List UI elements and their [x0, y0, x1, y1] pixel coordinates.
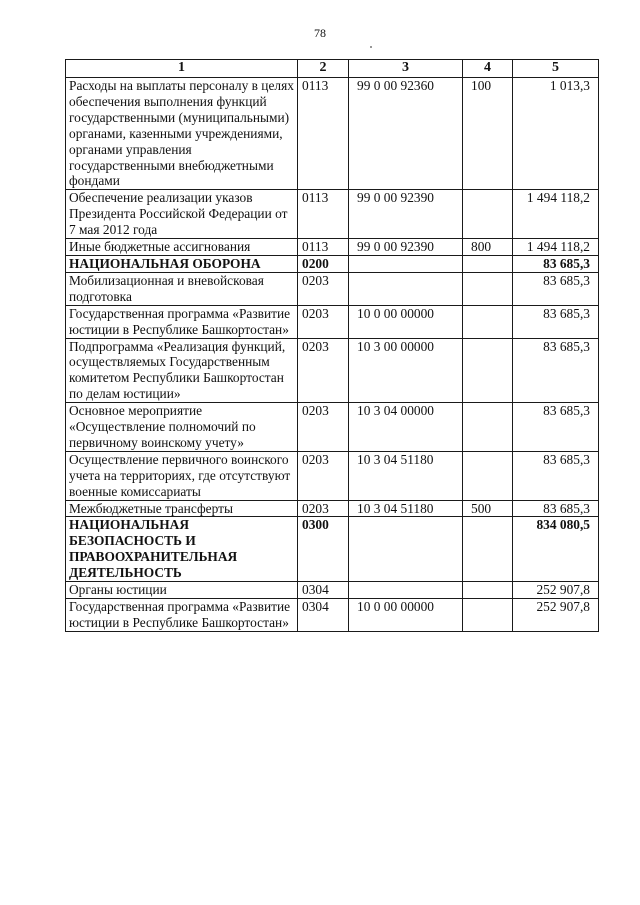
- row-amount: 83 685,3: [513, 403, 599, 452]
- row-amount: 252 907,8: [513, 582, 599, 599]
- row-target-code: [349, 272, 463, 305]
- header-col-5: 5: [513, 60, 599, 78]
- row-expense-type: [463, 451, 513, 500]
- row-expense-type: [463, 255, 513, 272]
- table-row: [66, 403, 599, 452]
- row-amount: 252 907,8: [513, 599, 599, 632]
- row-target-code: 10 3 00 00000: [349, 338, 463, 403]
- row-section-code: 0203: [298, 451, 349, 500]
- row-name: Обеспечение реализации указов Президента Российской Федерации от 7 мая 2012 года: [66, 190, 298, 239]
- row-section-code: 0200: [298, 255, 349, 272]
- header-row: [66, 60, 599, 78]
- table-row: [66, 599, 599, 632]
- row-name: Подпрограмма «Реализация функций, осуществляемых Государственным комитетом Республики Башкортостан по делам юстиции»: [66, 338, 298, 403]
- row-name: Расходы на выплаты персоналу в целях обеспечения выполнения функций государственными (муниципальными) органами, казенными учреждениями, органами управления государственными внебюджетными фондами: [66, 78, 298, 190]
- row-amount: 83 685,3: [513, 500, 599, 517]
- row-amount: 1 013,3: [513, 78, 599, 190]
- row-target-code: [349, 582, 463, 599]
- row-name: Осуществление первичного воинского учета на территориях, где отсутствуют военные комиссариаты: [66, 451, 298, 500]
- row-expense-type: [463, 582, 513, 599]
- table-row: [66, 239, 599, 256]
- row-amount: 83 685,3: [513, 272, 599, 305]
- row-section-code: 0304: [298, 582, 349, 599]
- row-section-code: 0300: [298, 517, 349, 582]
- row-expense-type: [463, 190, 513, 239]
- header-col-3: 3: [349, 60, 463, 78]
- row-amount: 83 685,3: [513, 338, 599, 403]
- row-amount: 83 685,3: [513, 451, 599, 500]
- row-section-code: 0203: [298, 403, 349, 452]
- table-row: [66, 451, 599, 500]
- header-col-1: 1: [66, 60, 298, 78]
- table-row: [66, 338, 599, 403]
- row-target-code: 10 3 04 00000: [349, 403, 463, 452]
- row-expense-type: 500: [463, 500, 513, 517]
- table-row: [66, 500, 599, 517]
- row-section-code: 0113: [298, 239, 349, 256]
- table-row: [66, 305, 599, 338]
- row-expense-type: [463, 338, 513, 403]
- row-target-code: 99 0 00 92390: [349, 239, 463, 256]
- row-target-code: 10 0 00 00000: [349, 305, 463, 338]
- table-row: [66, 190, 599, 239]
- row-expense-type: [463, 599, 513, 632]
- row-section-code: 0113: [298, 190, 349, 239]
- row-expense-type: 800: [463, 239, 513, 256]
- row-target-code: 10 3 04 51180: [349, 451, 463, 500]
- budget-table: [65, 59, 599, 632]
- row-expense-type: [463, 517, 513, 582]
- row-amount: 834 080,5: [513, 517, 599, 582]
- row-target-code: 99 0 00 92390: [349, 190, 463, 239]
- row-name: Государственная программа «Развитие юстиции в Республике Башкортостан»: [66, 599, 298, 632]
- row-amount: 83 685,3: [513, 305, 599, 338]
- header-col-2: 2: [298, 60, 349, 78]
- row-section-code: 0203: [298, 272, 349, 305]
- row-expense-type: [463, 272, 513, 305]
- row-expense-type: 100: [463, 78, 513, 190]
- row-section-code: 0304: [298, 599, 349, 632]
- row-amount: 1 494 118,2: [513, 190, 599, 239]
- row-expense-type: [463, 305, 513, 338]
- row-target-code: 10 0 00 00000: [349, 599, 463, 632]
- row-target-code: [349, 517, 463, 582]
- header-col-4: 4: [463, 60, 513, 78]
- row-name: Межбюджетные трансферты: [66, 500, 298, 517]
- table-row-section-heading: [66, 517, 599, 582]
- scan-speck: [370, 46, 372, 48]
- row-section-code: 0203: [298, 305, 349, 338]
- table-row-section-heading: [66, 255, 599, 272]
- row-name: Мобилизационная и вневойсковая подготовка: [66, 272, 298, 305]
- table-row: [66, 582, 599, 599]
- row-name: Иные бюджетные ассигнования: [66, 239, 298, 256]
- table-row: [66, 272, 599, 305]
- row-target-code: 99 0 00 92360: [349, 78, 463, 190]
- page-number: 78: [314, 26, 326, 40]
- row-section-code: 0203: [298, 338, 349, 403]
- row-name: НАЦИОНАЛЬНАЯ ОБОРОНА: [66, 255, 298, 272]
- row-name: Органы юстиции: [66, 582, 298, 599]
- row-name: НАЦИОНАЛЬНАЯ БЕЗОПАСНОСТЬ И ПРАВООХРАНИТЕЛЬНАЯ ДЕЯТЕЛЬНОСТЬ: [66, 517, 298, 582]
- table-row: [66, 78, 599, 190]
- row-amount: 83 685,3: [513, 255, 599, 272]
- row-target-code: [349, 255, 463, 272]
- row-name: Государственная программа «Развитие юстиции в Республике Башкортостан»: [66, 305, 298, 338]
- row-section-code: 0203: [298, 500, 349, 517]
- row-amount: 1 494 118,2: [513, 239, 599, 256]
- row-target-code: 10 3 04 51180: [349, 500, 463, 517]
- row-expense-type: [463, 403, 513, 452]
- row-section-code: 0113: [298, 78, 349, 190]
- row-name: Основное мероприятие «Осуществление полномочий по первичному воинскому учету»: [66, 403, 298, 452]
